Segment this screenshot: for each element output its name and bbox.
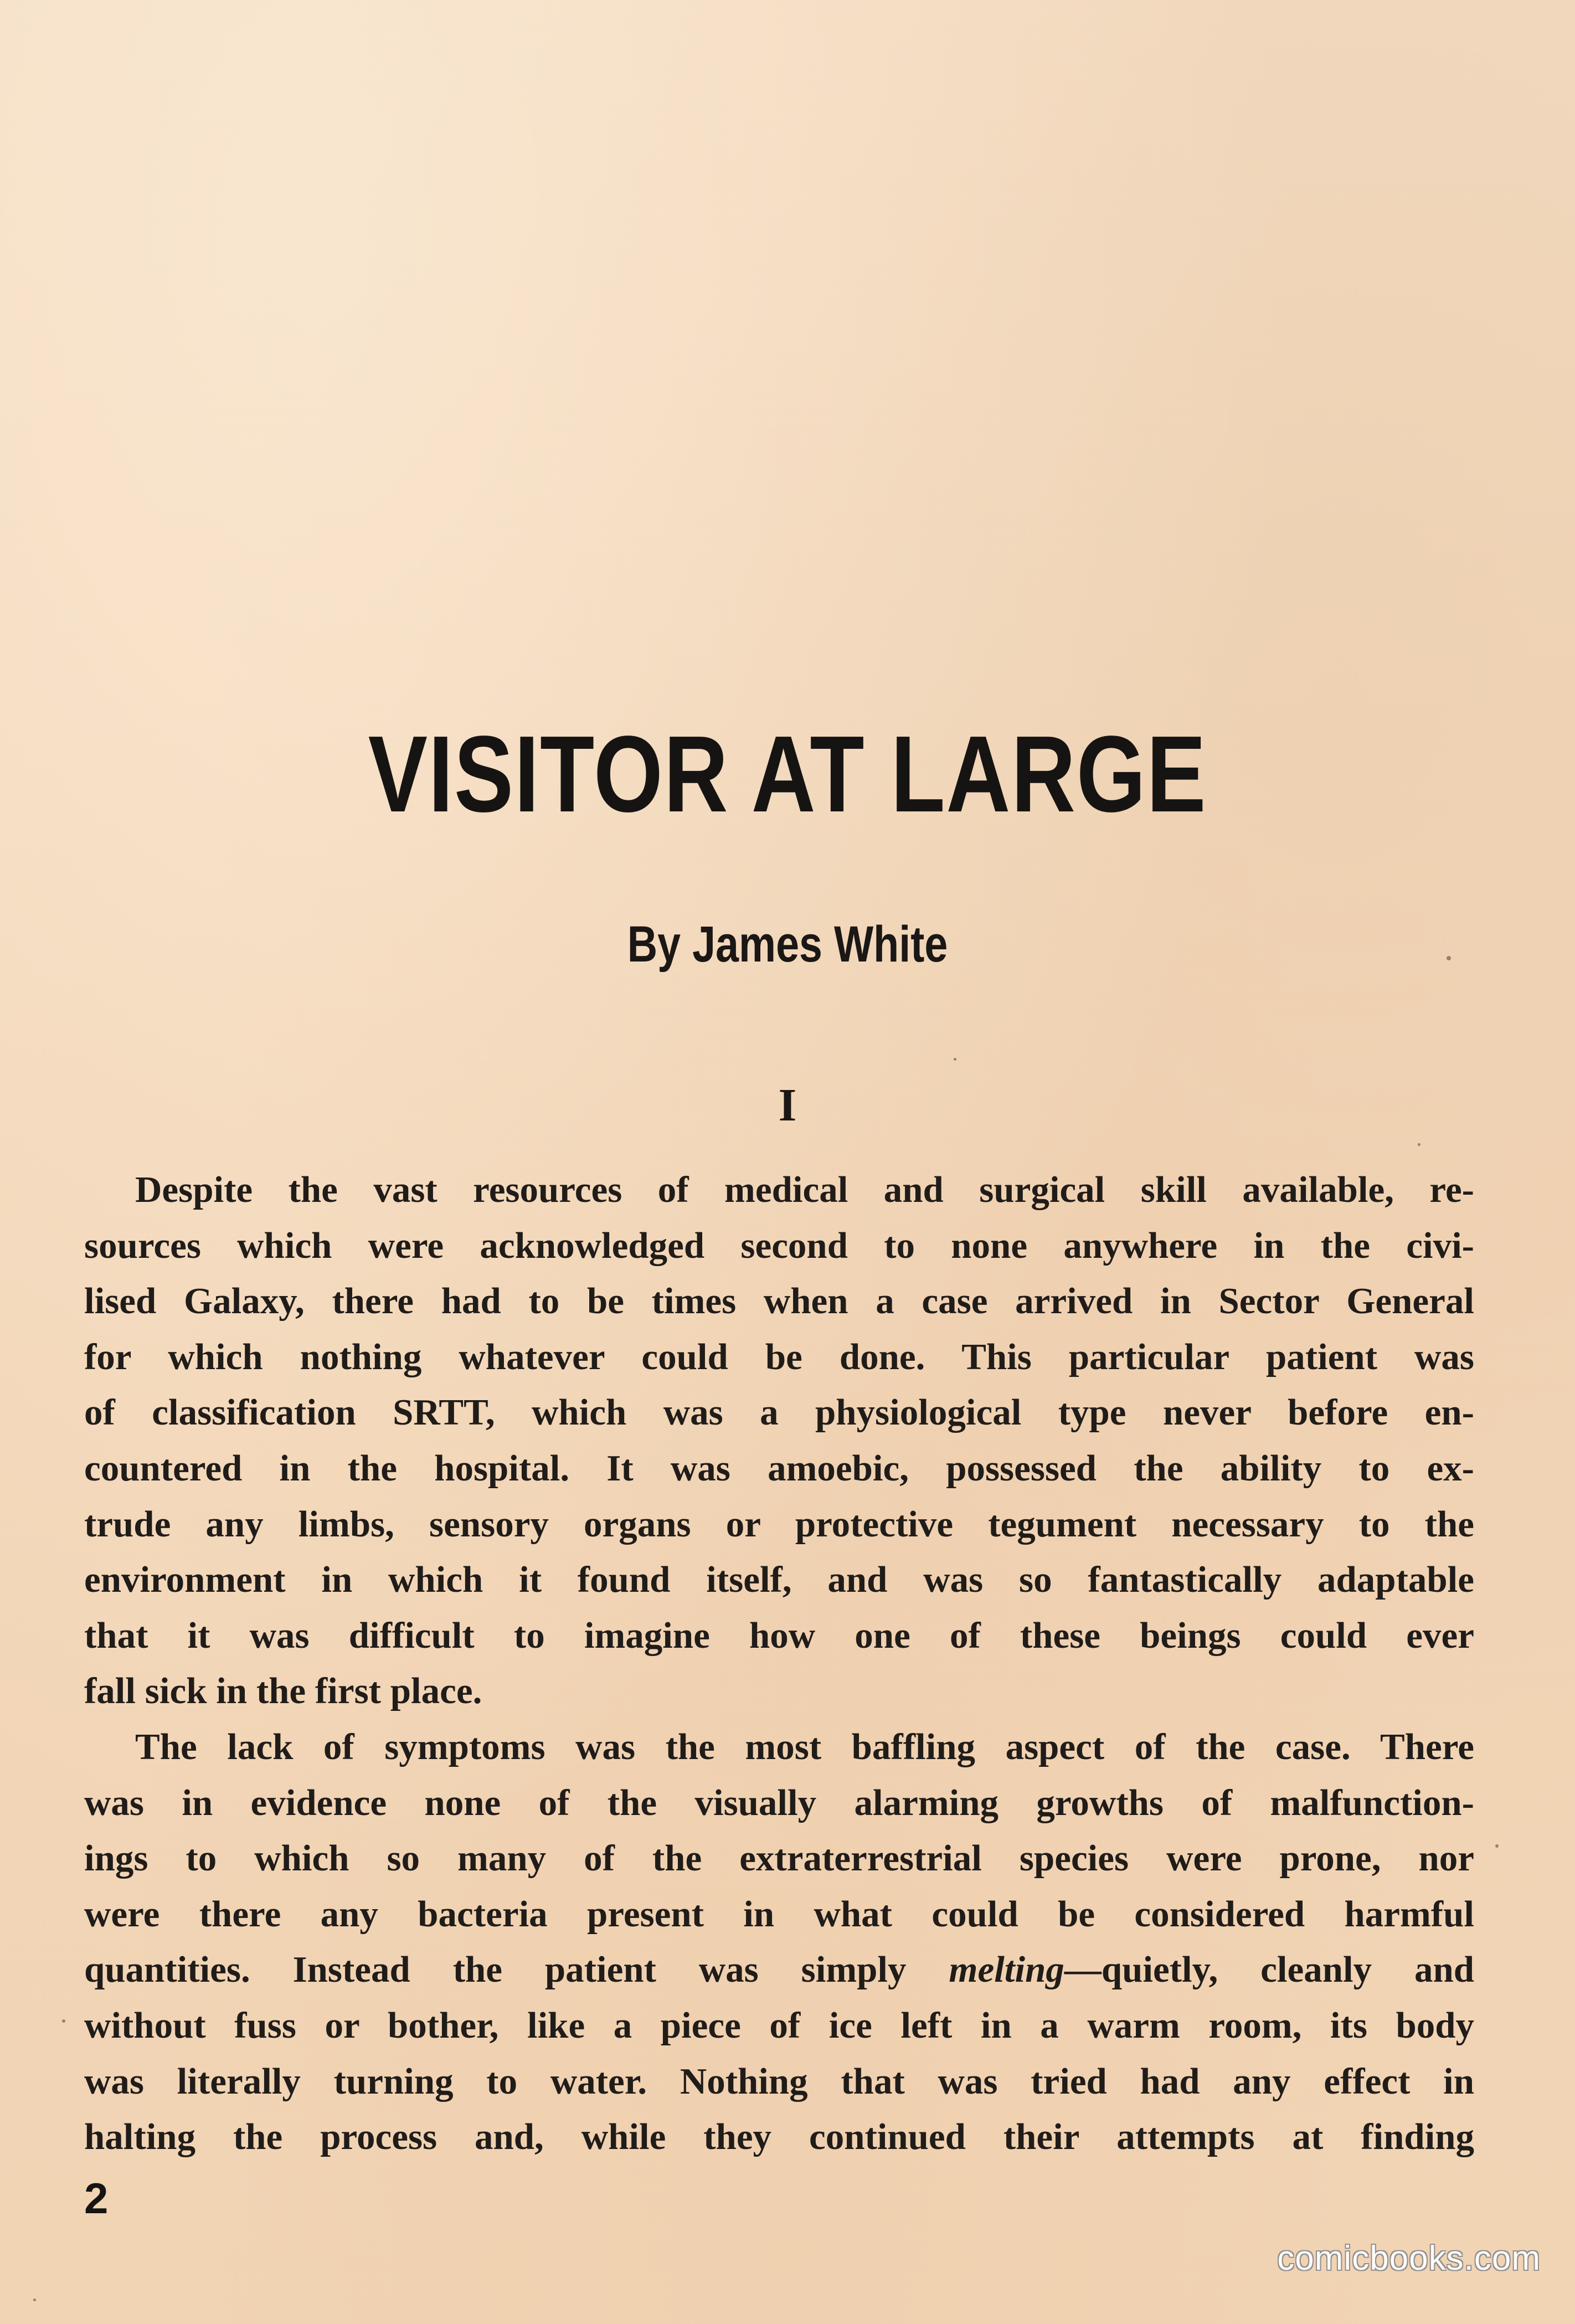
text-line: was literally turning to water. Nothing that was tried had any effect in — [84, 2060, 1474, 2102]
author-byline: By James White — [627, 916, 948, 973]
text-line: without fuss or bother, like a piece of ice left in a warm room, its body — [84, 2004, 1474, 2046]
line-prefix: quantities. Instead the patient was simply — [84, 1949, 949, 1991]
text-line: Despite the vast resources of medical and surgical skill available, re- — [135, 1169, 1474, 1210]
story-title: VISITOR AT LARGE — [368, 713, 1207, 835]
text-line: halting the process and, while they continued their attempts at finding — [84, 2116, 1474, 2158]
paragraph-2 — [84, 1719, 1474, 2165]
text-line: ings to which so many of the extraterrestrial species were prone, nor — [84, 1838, 1474, 1879]
text-line: for which nothing whatever could be done. This particular patient was — [84, 1336, 1474, 1377]
page-number: 2 — [84, 2174, 109, 2223]
site-watermark: comicbooks.com — [1277, 2239, 1541, 2277]
text-line: was in evidence none of the visually alarming growths of malfunction- — [84, 1782, 1474, 1823]
text-line: fall sick in the first place. — [84, 1670, 482, 1712]
story-body — [84, 1162, 1474, 2165]
line-suffix: —quietly, cleanly and — [1064, 1949, 1474, 1991]
text-line: of classification SRTT, which was a physiological type never before en- — [84, 1392, 1474, 1433]
text-line: The lack of symptoms was the most baffling aspect of the case. There — [135, 1726, 1474, 1767]
paper-speck — [62, 2019, 65, 2023]
paper-speck — [1447, 956, 1451, 960]
text-line: countered in the hospital. It was amoebic, possessed the ability to ex- — [84, 1447, 1474, 1489]
text-line-with-italic — [84, 1942, 1474, 1998]
text-line: sources which were acknowledged second to none anywhere in the civi- — [84, 1225, 1474, 1266]
chapter-numeral: I — [778, 1079, 797, 1131]
text-line: environment in which it found itself, and was so fantastically adaptable — [84, 1559, 1474, 1601]
paper-speck — [954, 1058, 956, 1061]
text-line: were there any bacteria present in what could be considered harmful — [84, 1893, 1474, 1935]
paragraph-1 — [84, 1162, 1474, 1719]
text-line: that it was difficult to imagine how one of these beings could ever — [84, 1615, 1474, 1656]
paper-speck — [33, 2299, 36, 2301]
text-line: trude any limbs, sensory organs or protective tegument necessary to the — [84, 1503, 1474, 1545]
italic-word: melting — [949, 1949, 1064, 1991]
paper-speck — [1495, 1844, 1499, 1848]
paper-speck — [1418, 1143, 1420, 1146]
text-line: lised Galaxy, there had to be times when a case arrived in Sector General — [84, 1281, 1474, 1322]
